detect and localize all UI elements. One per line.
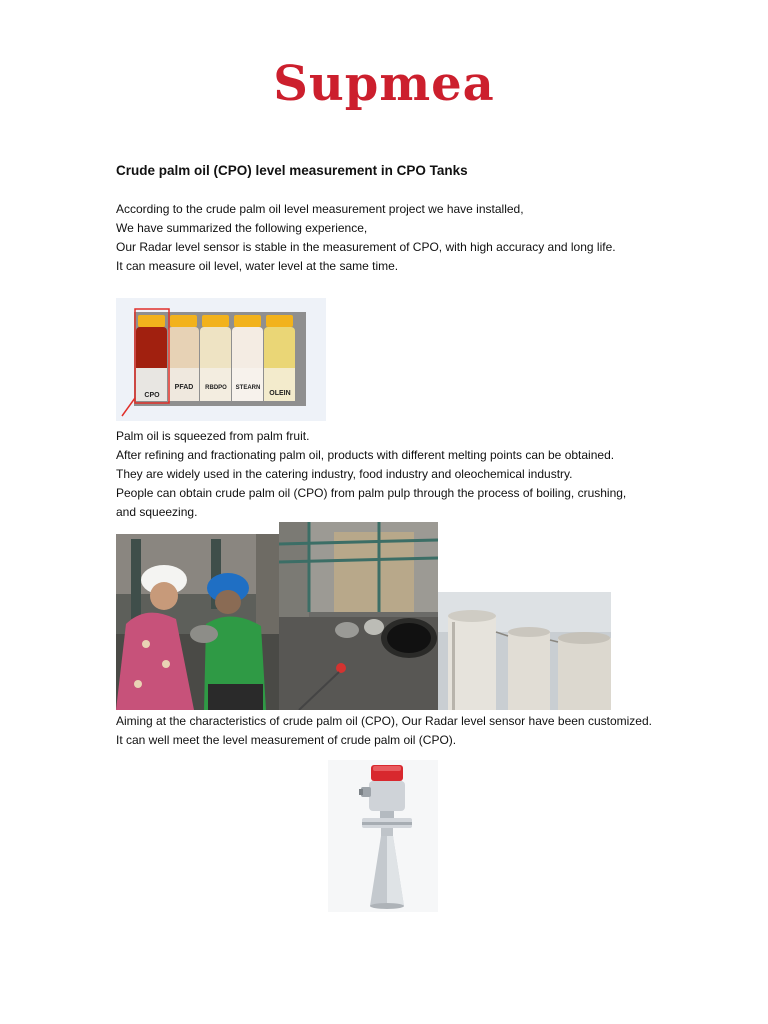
- intro-paragraph: [116, 200, 652, 276]
- radar-level-sensor-image: [328, 760, 438, 912]
- intro-line: According to the crude palm oil level measurement project we have installed,: [116, 202, 524, 216]
- body-line: After refining and fractionating palm oil, products with different melting points can be obtained.: [116, 448, 615, 462]
- workers-installing-photo: [116, 534, 279, 710]
- bottle-label: PFAD: [174, 384, 194, 391]
- bottle-label: STEARN: [235, 385, 261, 391]
- bottle-label: RBDPO: [205, 385, 227, 391]
- bottle-label: CPO: [144, 392, 160, 399]
- supmea-logo: [0, 56, 768, 112]
- bottle-label: OLEIN: [269, 390, 291, 397]
- intro-line: We have summarized the following experience,: [116, 221, 368, 235]
- document-title: Crude palm oil (CPO) level measurement in CPO Tanks: [116, 163, 468, 178]
- body-line: and squeezing.: [116, 505, 198, 519]
- intro-line: It can measure oil level, water level at the same time.: [116, 259, 399, 273]
- closing-paragraph: [116, 712, 652, 750]
- logo-text: Supmea: [273, 56, 495, 112]
- body-line: Palm oil is squeezed from palm fruit.: [116, 429, 310, 443]
- tank-top-photo: [279, 522, 438, 710]
- body-line: They are widely used in the catering industry, food industry and oleochemical industry.: [116, 467, 573, 481]
- storage-tanks-photo: [438, 592, 611, 710]
- body-line: People can obtain crude palm oil (CPO) from palm pulp through the process of boiling, crushing,: [116, 486, 627, 500]
- intro-line: Our Radar level sensor is stable in the measurement of CPO, with high accuracy and long life.: [116, 240, 616, 254]
- body-paragraph: [116, 427, 652, 522]
- closing-text: Aiming at the characteristics of crude palm oil (CPO), Our Radar level sensor have been customized. It can well meet the level measurement of crude palm oil (CPO).: [116, 714, 652, 747]
- palm-oil-bottles-image: [116, 298, 326, 421]
